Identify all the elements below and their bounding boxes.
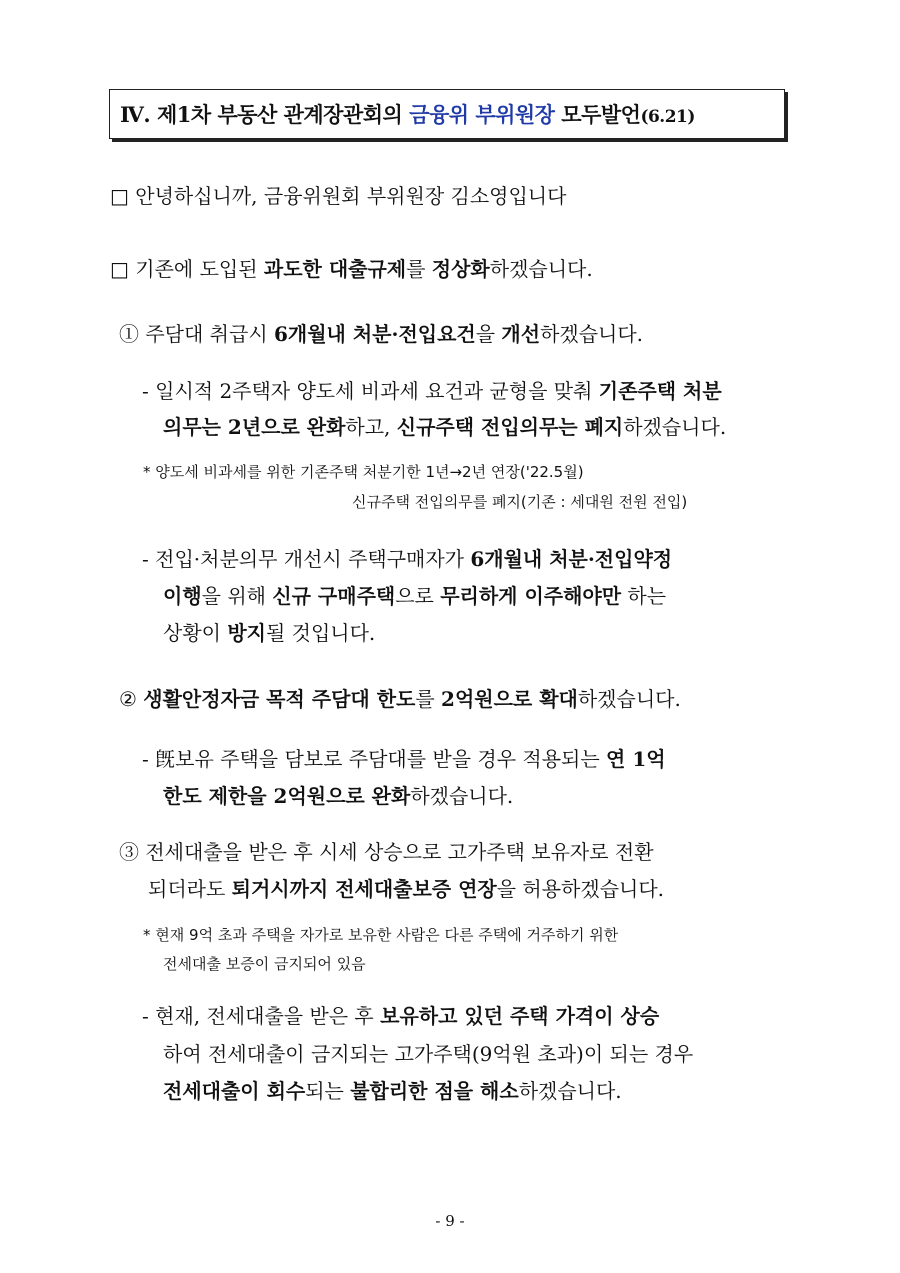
section1-text: 안녕하십니까, 금융위원회 부위원장 김소영입니다	[135, 184, 567, 208]
item2-text: 를	[415, 687, 442, 711]
item3-line1	[119, 836, 654, 865]
item3-bullet1-line1	[142, 1000, 659, 1029]
item2-heading	[119, 683, 681, 712]
bullet-text: 현재, 전세대출을 받은 후	[155, 1004, 381, 1028]
item1-heading	[119, 318, 643, 347]
section2-bold: 정상화	[431, 257, 490, 281]
bullet-text: 하는	[621, 584, 667, 608]
bullet-bold: 무리하게 이주해야만	[440, 584, 622, 608]
item1-bullet1-line1	[142, 375, 722, 404]
note-text: 신규주택 전입의무를 폐지(기존 : 세대원 전원 전입)	[352, 493, 688, 511]
section1-line	[110, 180, 566, 209]
bullet-text: 되는	[305, 1079, 351, 1103]
item3-text: 전세대출을 받은 후 시세 상승으로 고가주택 보유자로 전환	[145, 840, 654, 864]
item1-bullet1-line2	[163, 411, 726, 440]
item1-marker: ①	[119, 322, 139, 346]
item1-text: 하겠습니다.	[540, 322, 644, 346]
note-star: *	[143, 463, 151, 481]
bullet-bold: 불합리한 점을 해소	[350, 1079, 519, 1103]
bullet-bold: 신규주택 전입의무는 폐지	[396, 415, 624, 439]
section-title-box	[109, 89, 785, 139]
bullet-bold: 연 1억	[606, 747, 666, 771]
item3-bullet1-line3	[163, 1075, 622, 1104]
item1-bullet2-line2	[163, 580, 666, 609]
item1-text: 주담대 취급시	[145, 322, 274, 346]
item1-text: 을	[475, 322, 502, 346]
bullet-text: 하겠습니다.	[623, 415, 727, 439]
item2-bullet1-line1	[142, 743, 666, 772]
item3-bullet1-line2	[163, 1038, 693, 1067]
item3-note-line1	[143, 924, 618, 945]
item1-note-line2	[352, 491, 687, 512]
bullet-text: 일시적 2주택자 양도세 비과세 요건과 균형을 맞춰	[155, 379, 599, 403]
section2-bold: 과도한 대출규제	[263, 257, 407, 281]
item1-bold: 6개월내 처분·전입요건	[274, 322, 476, 346]
item3-marker: ③	[119, 840, 139, 864]
bullet-bold: 6개월내 처분·전입약정	[470, 547, 673, 571]
section2-text: 하겠습니다.	[489, 257, 593, 281]
bullet-text: 하여 전세대출이 금지되는 고가주택(9억원 초과)이 되는 경우	[163, 1042, 694, 1066]
item1-bullet2-line3	[163, 617, 375, 646]
bullet-text: 을 위해	[201, 584, 273, 608]
bullet-dash: -	[142, 747, 149, 771]
item2-bold: 생활안정자금 목적 주담대 한도	[143, 687, 416, 711]
section1-marker: □	[110, 184, 129, 208]
item2-text: 하겠습니다.	[577, 687, 681, 711]
note-text: 전세대출 보증이 금지되어 있음	[163, 955, 366, 973]
item3-text: 을 허용하겠습니다.	[496, 877, 665, 901]
bullet-bold: 한도 제한을 2억원으로 완화	[163, 784, 411, 808]
bullet-bold: 의무는 2년으로 완화	[163, 415, 346, 439]
bullet-bold: 전세대출이 회수	[163, 1079, 306, 1103]
note-text: 양도세 비과세를 위한 기존주택 처분기한 1년→2년 연장('22.5월)	[155, 463, 584, 481]
bullet-dash: -	[142, 1004, 149, 1028]
bullet-bold: 방지	[227, 621, 266, 645]
bullet-bold: 이행	[163, 584, 202, 608]
bullet-text: 전입·처분의무 개선시 주택구매자가	[155, 547, 471, 571]
bullet-text: 하겠습니다.	[410, 784, 514, 808]
bullet-bold: 보유하고 있던 주택 가격이 상승	[380, 1004, 660, 1028]
bullet-bold: 신규 구매주택	[272, 584, 396, 608]
bullet-text: 될 것입니다.	[265, 621, 376, 645]
bullet-bold: 기존주택 처분	[598, 379, 722, 403]
item3-line2	[148, 873, 664, 902]
note-text: 현재 9억 초과 주택을 자가로 보유한 사람은 다른 주택에 거주하기 위한	[155, 926, 619, 944]
bullet-text: 으로	[395, 584, 441, 608]
item3-note-line2	[163, 953, 366, 974]
item1-bold: 개선	[501, 322, 541, 346]
bullet-dash: -	[142, 547, 149, 571]
item1-note-line1	[143, 461, 584, 482]
item2-bullet1-line2	[163, 780, 513, 809]
section2-text: 를	[406, 257, 432, 281]
item2-bold: 2억원으로 확대	[441, 687, 578, 711]
bullet-dash: -	[142, 379, 149, 403]
item3-text: 되더라도	[148, 877, 232, 901]
note-star: *	[143, 926, 151, 944]
item2-marker: ②	[119, 687, 137, 711]
title-date: (6.21)	[640, 107, 695, 127]
item3-bold: 퇴거시까지 전세대출보증 연장	[231, 877, 497, 901]
title-highlight: 금융위 부위원장	[409, 102, 555, 127]
bullet-text: 하겠습니다.	[518, 1079, 622, 1103]
title-suffix: 모두발언	[554, 102, 641, 127]
section2-text: 기존에 도입된	[135, 257, 264, 281]
page-number: - 9 -	[435, 1212, 465, 1230]
bullet-text: 상황이	[163, 621, 228, 645]
bullet-text: 하고,	[345, 415, 397, 439]
item1-bullet2-line1	[142, 543, 672, 572]
bullet-text: 旣보유 주택을 담보로 주담대를 받을 경우 적용되는	[155, 747, 607, 771]
title-prefix: Ⅳ. 제1차 부동산 관계장관회의	[120, 102, 410, 127]
section2-marker: □	[110, 257, 129, 281]
section2-line	[110, 253, 593, 282]
